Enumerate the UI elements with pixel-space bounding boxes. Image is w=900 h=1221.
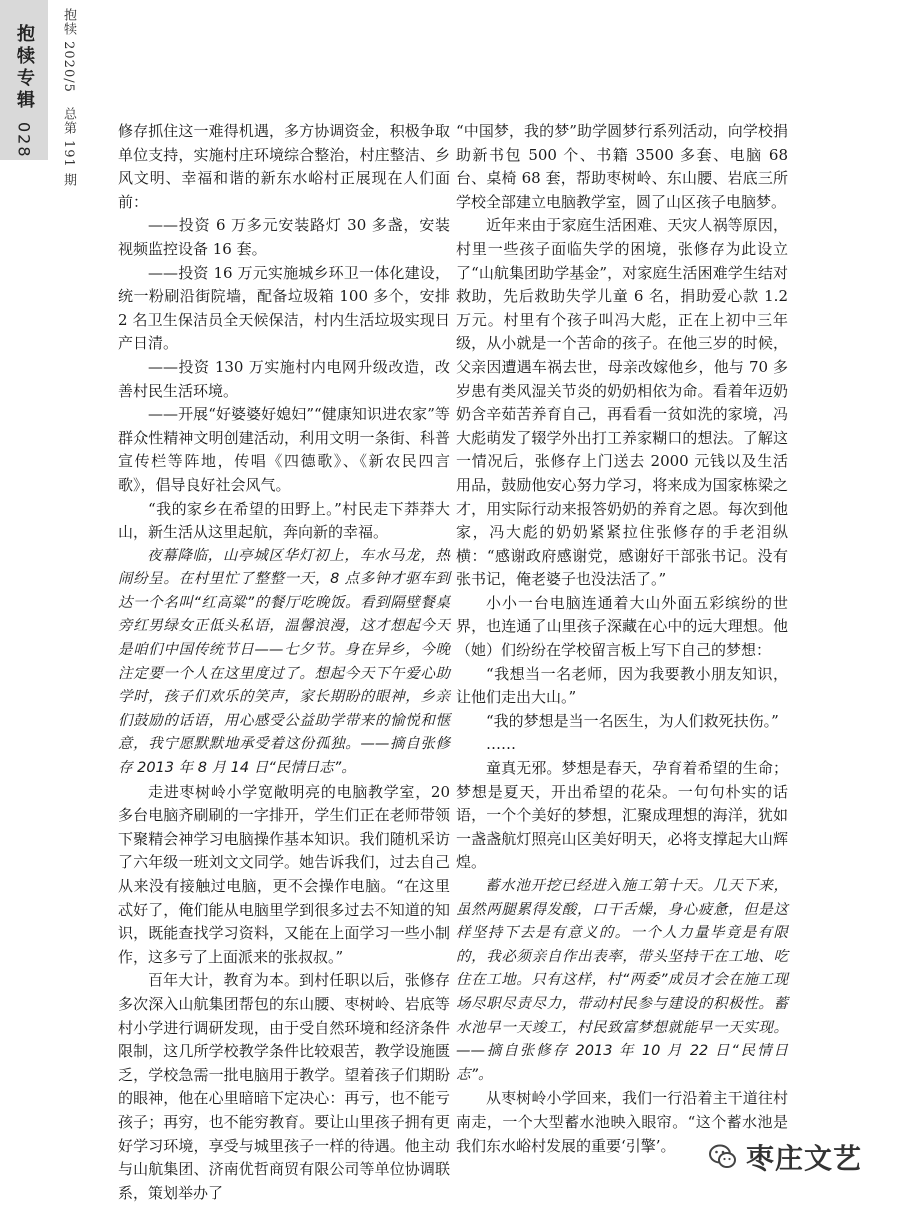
paragraph: 百年大计，教育为本。到村任职以后，张修存多次深入山航集团帮包的东山腰、枣树岭、岩底等村小学进行调研发现，由于受自然环境和经济条件限制，这几所学校教学条件比较艰苦，教学设施匮乏，学校急需一批电脑用于教学。望着孩子们期盼的眼神，他在心里暗暗下定决心：再亏，也不能亏孩子；再穷，也不能穷教育。要让山里孩子拥有更好学习环境，享受与城里孩子一样的待遇。他主动与山航集团、济南优哲商贸有限公司等单位协调联系，策划举办了 <box>118 971 450 1202</box>
paragraph: ——开展“好婆婆好媳妇”“健康知识进农家”等群众性精神文明创建活动，利用文明一条街、科普宣传栏等阵地，传唱《四德歌》、《新农民四言歌》，倡导良好社会风气。 <box>118 405 450 494</box>
section-tab <box>0 0 48 160</box>
paragraph: “我想当一名老师，因为我要教小朋友知识，让他们走出大山。” <box>456 664 788 707</box>
paragraph: “我的梦想是当一名医生，为人们救死扶伤。” <box>486 711 779 730</box>
watermark-label: 枣庄文艺 <box>745 1142 862 1175</box>
wechat-icon <box>708 1142 738 1172</box>
paragraph: 蓄水池开挖已经进入施工第十天。几天下来，虽然两腿累得发酸，口干舌燥，身心疲惫，但是这样坚持下去是有意义的。一个人力量毕竟是有限的，我必须亲自作出表率，带头坚持干在工地、吃住在工地。只有这样，村“两委”成员才会在施工现场尽职尽责尽力，带动村民参与建设的积极性。蓄水池早一天竣工，村民致富梦想就能早一天实现。——摘自张修存 2013 年 10 月 22 日“民情日志”。 <box>456 878 788 1083</box>
left-column <box>118 120 450 1205</box>
paragraph: 夜幕降临，山亭城区华灯初上，车水马龙，热闹纷呈。在村里忙了整整一天，8 点多钟才驱车到达一个名叫“红高粱”的餐厅吃晚饭。看到隔壁餐桌旁红男绿女正低头私语，温馨浪漫，这才想起今天是咱们中国传统节日——七夕节。身在异乡，今晚注定要一个人在这里度过了。想起今天下午爱心助学时，孩子们欢乐的笑声，家长期盼的眼神，乡亲们鼓励的话语，用心感受公益助学带来的愉悦和惬意，我宁愿默默地承受着这份孤独。——摘自张修存 2013 年 8 月 14 日“民情日志”。 <box>118 547 450 777</box>
watermark <box>708 1137 862 1177</box>
page-number: 028 <box>14 122 34 159</box>
paragraph: 近年来由于家庭生活困难、天灾人祸等原因，村里一些孩子面临失学的困境，张修存为此设立了“山航集团助学基金”，对家庭生活困难学生结对救助，先后救助失学儿童 6 名，捐助爱心款 1.2 万元。村里有个孩子叫冯大彪，正在上初中三年级，从小就是一个苦命的孩子。在他三岁的时候，父亲因遭遇车祸去世，母亲改嫁他乡，他与 70 多岁患有类风湿关节炎的奶奶相依为命。看着年迈奶奶含辛茹苦养育自己，再看看一贫如洗的家境，冯大彪萌发了辍学外出打工养家糊口的想法。了解这一情况后，张修存上门送去 2000 元钱以及生活用品，鼓励他安心努力学习，将来成为国家栋梁之才，用实际行动来报答奶奶的养育之恩。每次到他家，冯大彪的奶奶紧紧拉住张修存的手老泪纵横：“感谢政府感谢党，感谢好干部张书记。没有张书记，俺老婆子也没法活了。” <box>456 216 788 589</box>
paragraph: “我的家乡在希望的田野上。”村民走下莽莽大山，新生活从这里起航，奔向新的幸福。 <box>118 499 450 542</box>
paragraph: …… <box>486 735 516 754</box>
paragraph: ——投资 16 万元实施城乡环卫一体化建设，统一粉刷沿街院墙，配备垃圾箱 100 多个，安排 2 名卫生保洁员全天候保洁，村内生活垃圾实现日产日清。 <box>118 263 450 353</box>
paragraph: 走进枣树岭小学宽敞明亮的电脑教学室，20 多台电脑齐刷刷的一字排开，学生们正在老师带领下聚精会神学习电脑操作基本知识。我们随机采访了六年级一班刘文文同学。她告诉我们，过去自己从来没有接触过电脑，更不会操作电脑。“在这里忒好了，俺们能从电脑里学到很多过去不知道的知识，既能查找学习资料，又能在上面学习一些小制作，这多亏了上面派来的张叔叔。” <box>118 782 450 966</box>
paragraph: 童真无邪。梦想是春天，孕育着希望的生命；梦想是夏天，开出希望的花朵。一句句朴实的话语，一个个美好的梦想，汇聚成理想的海洋，犹如一盏盏航灯照亮山区美好明天，必将支撑起大山辉煌。 <box>456 759 788 872</box>
paragraph: 小小一台电脑连通着大山外面五彩缤纷的世界，也连通了山里孩子深藏在心中的远大理想。他（她）们纷纷在学校留言板上写下自己的梦想： <box>456 593 788 660</box>
paragraph: “中国梦，我的梦”助学圆梦行系列活动，向学校捐助新书包 500 个、书籍 3500 多套、电脑 68 台、桌椅 68 套，帮助枣树岭、东山腰、岩底三所学校全部建立电脑教学室，圆了山区孩子电脑梦。 <box>456 122 788 211</box>
paragraph: 从枣树岭小学回来，我们一行沿着主干道往村南走，一个大型蓄水池映入眼帘。“这个蓄水池是我们东水峪村发展的重要‘引擎’。 <box>456 1089 788 1155</box>
issue-label: 抱犊 2020/5 总第 191 期 <box>61 8 76 187</box>
paragraph: ——投资 6 万多元安装路灯 30 多盏，安装视频监控设备 16 套。 <box>118 216 450 258</box>
right-column <box>456 120 788 1158</box>
section-title: 抱犊专辑 <box>14 24 35 112</box>
paragraph: 修存抓住这一难得机遇，多方协调资金，积极争取单位支持，实施村庄环境综合整治，村庄整洁、乡风文明、幸福和谐的新东水峪村正展现在人们面前： <box>118 122 450 211</box>
paragraph: ——投资 130 万实施村内电网升级改造，改善村民生活环境。 <box>118 357 450 400</box>
